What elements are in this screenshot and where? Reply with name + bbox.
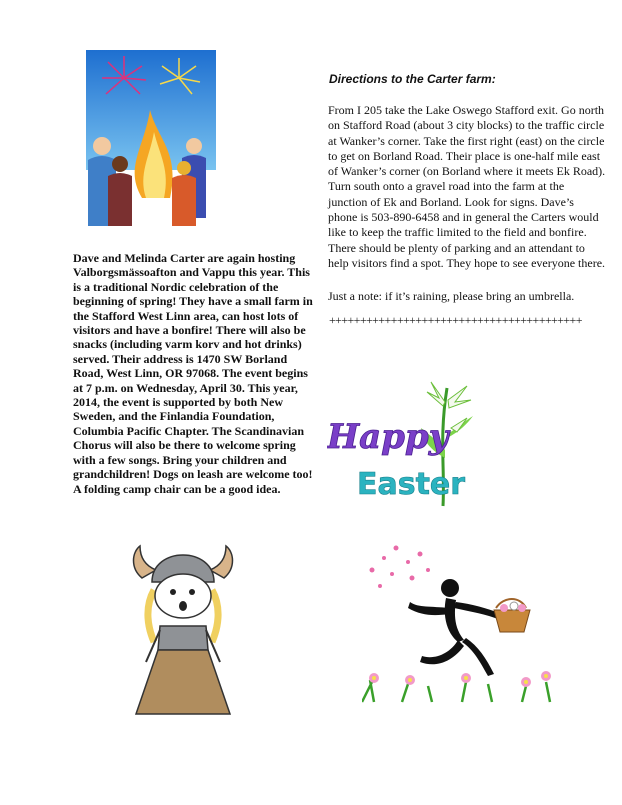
- directions-heading: Directions to the Carter farm:: [329, 72, 496, 86]
- happy-text: Happy: [327, 417, 449, 457]
- directions-paragraph: From I 205 take the Lake Oswego Stafford exit. Go north on Stafford Road (about 3 city blocks) to the traffic circle at Wanker’s corner. Take the first right (east) on the circle to get on Borland Road. Their place is one-half mile east of Wanker’s corner (on Borland where it meets Ek Road). Turn south onto a gravel road into the farm at the junction of Ek and Borland. Look for signs. Dave’s phone is 503-890-6458 and in general the Carters would like to keep the traffic limited to the field and bonfire. There should be plenty of parking and an attendant to help visitors find a spot. They hope to see everyone there.: [328, 103, 606, 270]
- bonfire-clipart: [84, 48, 218, 238]
- easter-lily-clipart: [327, 378, 475, 508]
- falling-petals: [370, 546, 431, 589]
- plus-divider: +++++++++++++++++++++++++++++++++++++++++: [329, 313, 582, 327]
- viking-girl-clipart: [130, 538, 236, 718]
- flower-meadow: [362, 671, 551, 702]
- rain-note: Just a note: if it’s raining, please bring an umbrella.: [328, 289, 575, 303]
- running-figure-clipart: [362, 542, 554, 708]
- runner-silhouette: [408, 579, 502, 676]
- easter-text: Easter: [357, 467, 466, 502]
- event-description: Dave and Melinda Carter are again hosting Valborgsmässoafton and Vappu this year. This is a traditional Nordic celebration of the beginning of spring! They have a small farm in the Stafford West Linn area, can host lots of visitors and have a bonfire! There will also be snacks (including varm korv and hot drinks) served. Their address is 1470 SW Borland Road, West Linn, OR 97068. The event begins at 7 p.m. on Wednesday, April 30. This year, 2014, the event is supported by both New Sweden, and the Finlandia Foundation, Columbia Pacific Chapter. The Scandinavian Chorus will also be there to welcome spring with a few songs. Bring your children and grandchildren! Dogs on leash are welcome too! A folding camp chair can be a good idea.: [73, 251, 313, 496]
